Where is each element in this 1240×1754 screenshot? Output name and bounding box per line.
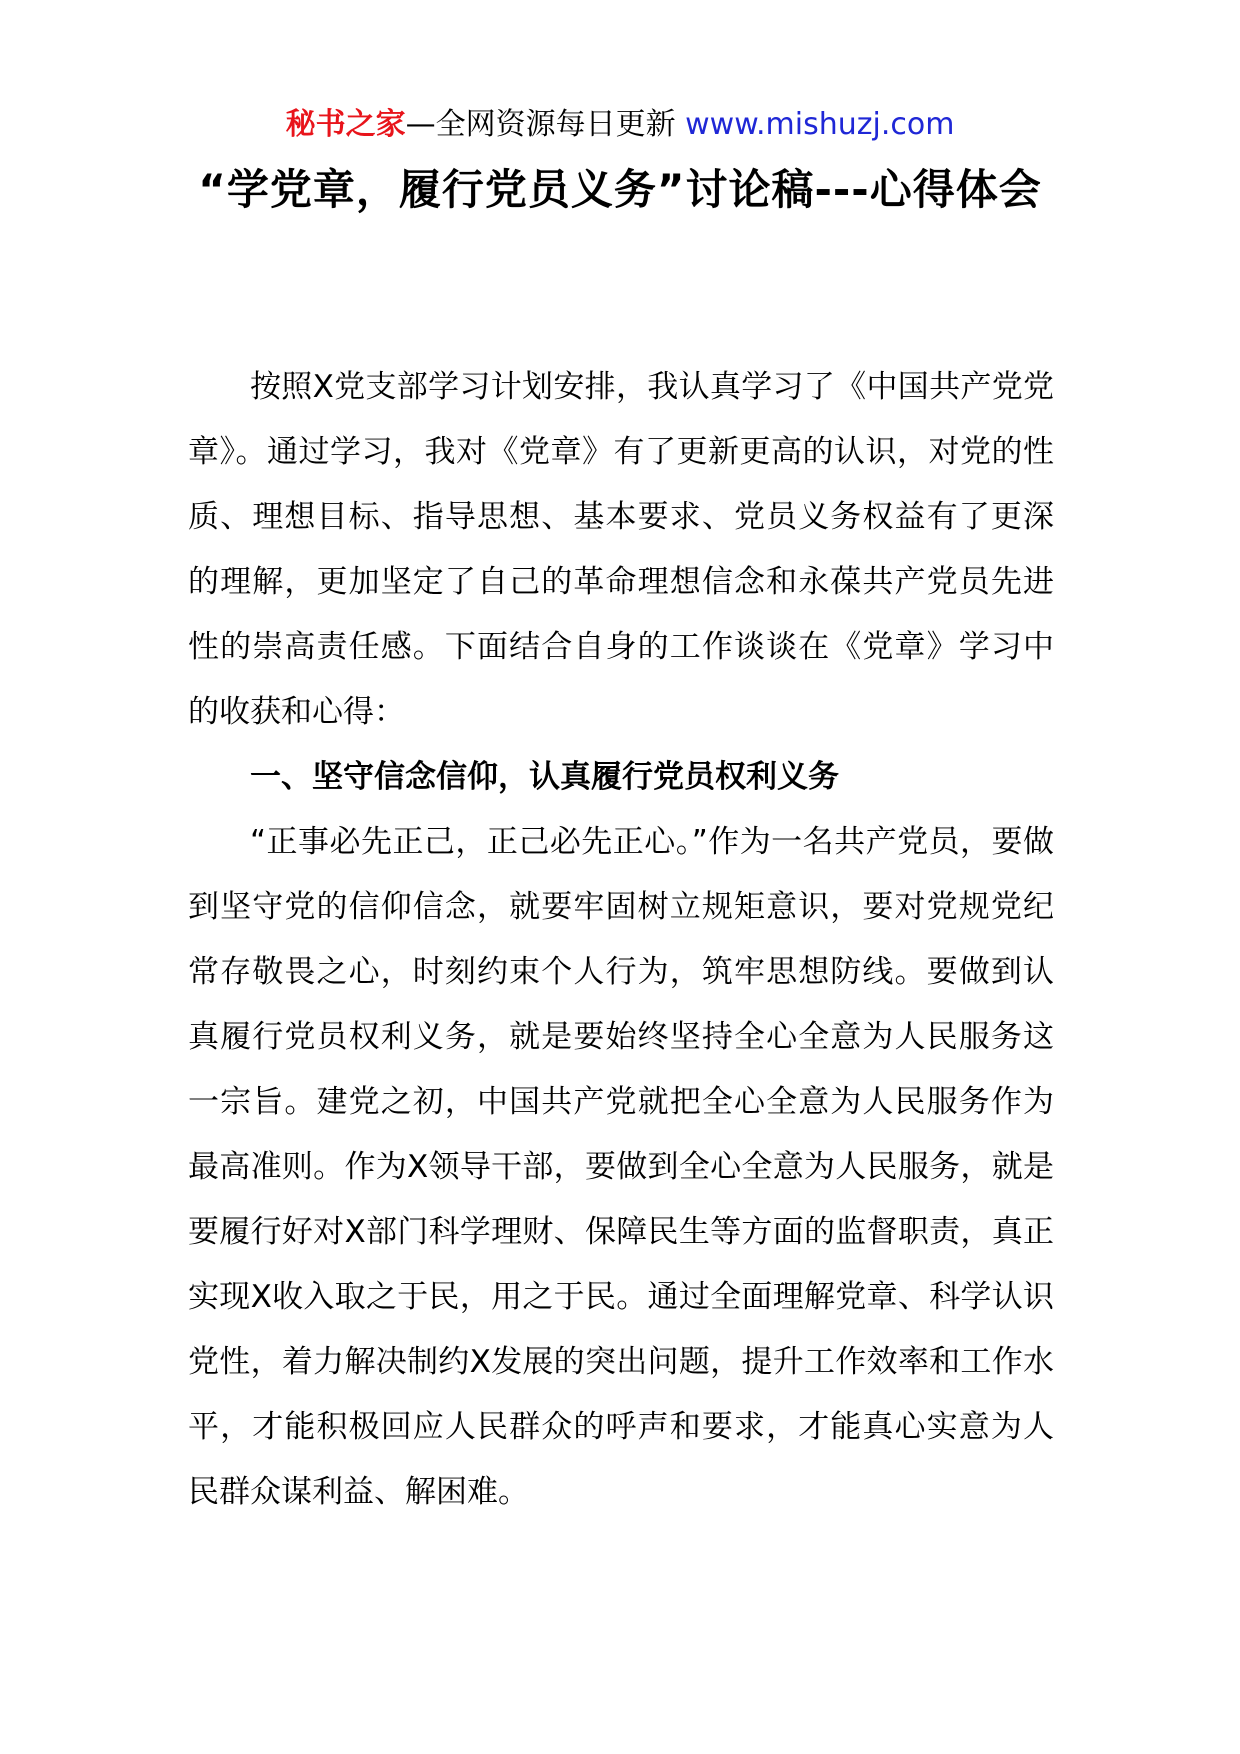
header-tagline: —全网资源每日更新 — [405, 107, 686, 142]
brand-name: 秘书之家 — [285, 107, 406, 142]
section-heading: 一、坚守信念信仰，认真履行党员权利义务 — [250, 759, 839, 795]
document-body — [188, 355, 1054, 1525]
site-url-link[interactable]: www.mishuzj.com — [685, 107, 955, 142]
watermark-header — [0, 100, 1240, 150]
intro-paragraph: 按照X党支部学习计划安排，我认真学习了《中国共产党党章》。通过学习，我对《党章》有了更新更高的认识，对党的性质、理想目标、指导思想、基本要求、党员义务权益有了更深的理解，更加坚定了自己的革命理想信念和永葆共产党员先进性的崇高责任感。下面结合自身的工作谈谈在《党章》学习中的收获和心得： — [188, 369, 1054, 730]
section-paragraph: “正事必先正己，正己必先正心。”作为一名共产党员，要做到坚守党的信仰信念，就要牢固树立规矩意识，要对党规党纪常存敬畏之心，时刻约束个人行为，筑牢思想防线。要做到认真履行党员权利义务，就是要始终坚持全心全意为人民服务这一宗旨。建党之初，中国共产党就把全心全意为人民服务作为最高准则。作为X领导干部，要做到全心全意为人民服务，就是要履行好对X部门科学理财、保障民生等方面的监督职责，真正实现X收入取之于民，用之于民。通过全面理解党章、科学认识党性，着力解决制约X发展的突出问题，提升工作效率和工作水平，才能积极回应人民群众的呼声和要求，才能真心实意为人民群众谋利益、解困难。 — [188, 824, 1054, 1510]
document-title: “学党章，履行党员义务”讨论稿---心得体会 — [198, 165, 1042, 214]
